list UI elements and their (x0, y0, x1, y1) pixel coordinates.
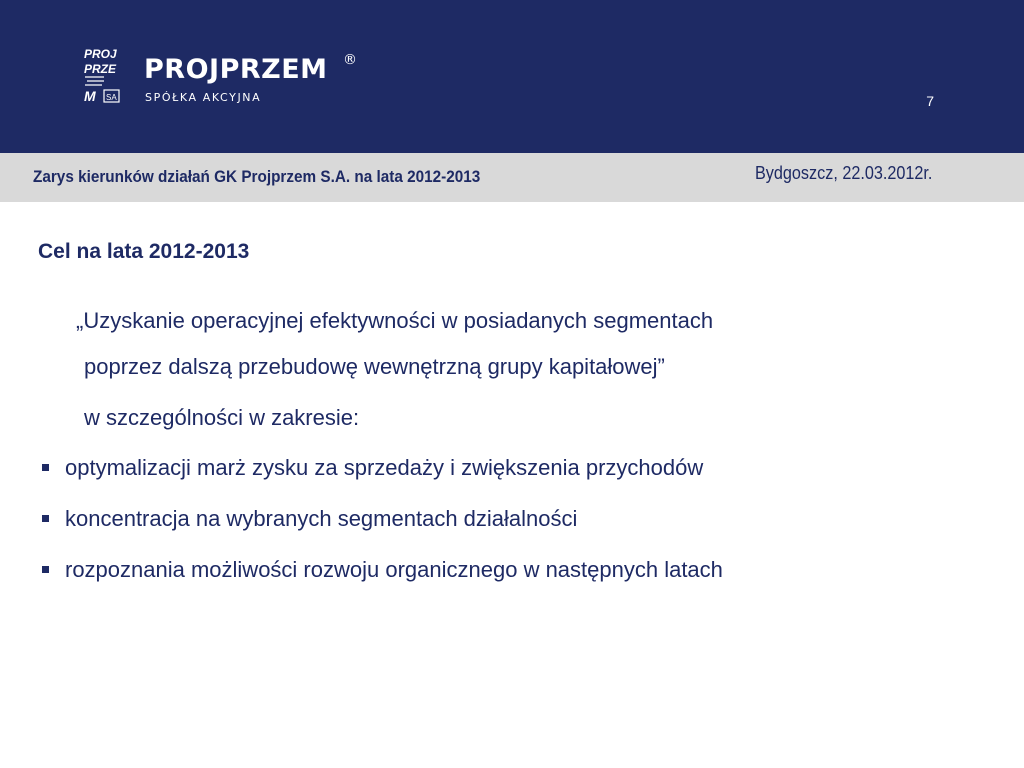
brand-subtitle: SPÓŁKA AKCYJNA (145, 91, 262, 104)
bullet-text: koncentracja na wybranych segmentach działalności (65, 506, 578, 531)
registered-mark: ® (343, 52, 357, 68)
projprzem-logo-mark (82, 46, 120, 104)
square-bullet-icon (42, 566, 49, 573)
logo-mark-line-2: PRZE (84, 62, 117, 76)
goal-quote-line-2: poprzez dalszą przebudowę wewnętrzną grupy kapitałowej” (84, 354, 665, 379)
header-band (0, 0, 1024, 153)
logo-mark-sa: SA (106, 93, 117, 102)
logo-mark-line-3: M (84, 88, 96, 104)
bullet-item (40, 556, 723, 607)
location-date: Bydgoszcz, 22.03.2012r. (755, 163, 933, 183)
bullet-text: optymalizacji marż zysku za sprzedaży i zwiększenia przychodów (65, 455, 704, 480)
slide-title: Zarys kierunków działań GK Projprzem S.A. na lata 2012-2013 (33, 167, 481, 186)
bullet-item (40, 454, 723, 505)
brand-name: PROJPRZEM (144, 54, 328, 85)
square-bullet-icon (42, 464, 49, 471)
goal-quote-line-1: „Uzyskanie operacyjnej efektywności w posiadanych segmentach (76, 308, 714, 333)
bullet-text: rozpoznania możliwości rozwoju organicznego w następnych latach (65, 557, 723, 582)
square-bullet-icon (42, 515, 49, 522)
section-heading: Cel na lata 2012-2013 (38, 240, 250, 263)
scope-intro: w szczególności w zakresie: (84, 405, 360, 430)
goal-bullet-list (40, 454, 723, 607)
bullet-item (40, 505, 723, 556)
logo-mark-line-1: PROJ (84, 47, 117, 61)
page-number: 7 (926, 93, 934, 109)
